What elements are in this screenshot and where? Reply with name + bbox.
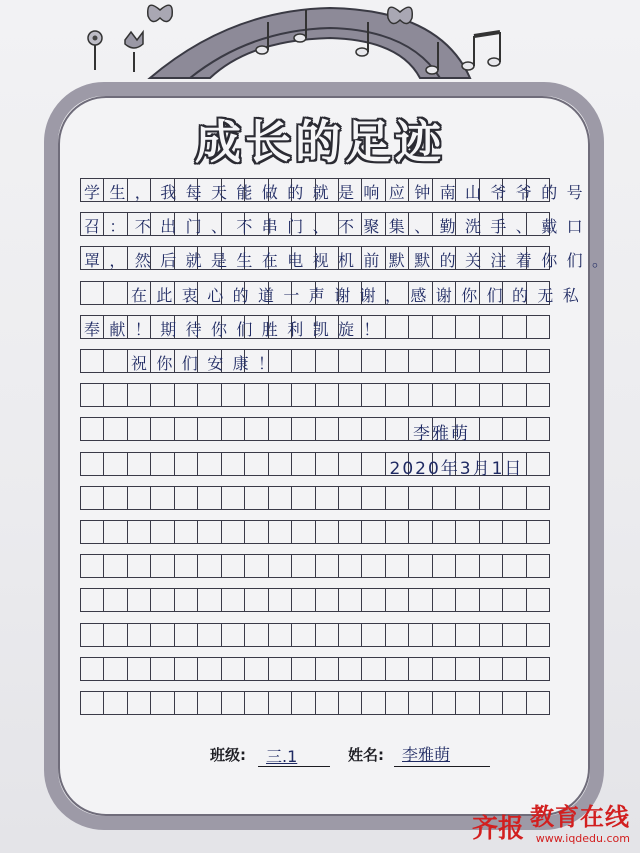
grid-cell bbox=[362, 692, 385, 714]
grid-cell bbox=[527, 555, 549, 577]
grid-cell bbox=[339, 658, 362, 680]
watermark-name: 教育在线 bbox=[530, 803, 630, 831]
grid-cell bbox=[386, 555, 409, 577]
grid-cell bbox=[316, 487, 339, 509]
grid-cell bbox=[81, 589, 104, 611]
grid-cell bbox=[245, 555, 268, 577]
grid-cell bbox=[527, 624, 549, 646]
grid-cell bbox=[104, 350, 127, 372]
grid-cell bbox=[339, 350, 362, 372]
watermark-logo: 齐报 bbox=[471, 814, 524, 844]
grid-cell bbox=[503, 658, 526, 680]
grid-cell bbox=[456, 555, 479, 577]
grid-cell bbox=[362, 521, 385, 543]
grid-cell bbox=[222, 589, 245, 611]
grid-cell bbox=[527, 521, 549, 543]
grid-cell bbox=[339, 624, 362, 646]
grid-cell bbox=[222, 418, 245, 440]
grid-cell bbox=[269, 418, 292, 440]
grid-cell bbox=[456, 521, 479, 543]
grid-cell bbox=[503, 384, 526, 406]
grid-cell bbox=[339, 418, 362, 440]
grid-cell bbox=[81, 453, 104, 475]
grid-cell bbox=[104, 384, 127, 406]
letter-date: 2020年3月1日 bbox=[389, 458, 524, 479]
grid-cell bbox=[269, 555, 292, 577]
grid-cell bbox=[362, 453, 385, 475]
grid-cell bbox=[175, 692, 198, 714]
butterfly-icon bbox=[148, 5, 173, 21]
grid-cell bbox=[503, 692, 526, 714]
grid-cell bbox=[81, 487, 104, 509]
grid-cell bbox=[409, 658, 432, 680]
grid-cell bbox=[409, 350, 432, 372]
grid-row bbox=[80, 554, 550, 578]
grid-cell bbox=[480, 692, 503, 714]
grid-cell bbox=[151, 521, 174, 543]
grid-cell bbox=[409, 521, 432, 543]
grid-row bbox=[80, 588, 550, 612]
grid-cell bbox=[316, 555, 339, 577]
grid-cell bbox=[456, 384, 479, 406]
grid-cell bbox=[433, 487, 456, 509]
grid-cell bbox=[151, 555, 174, 577]
grid-cell bbox=[245, 487, 268, 509]
grid-cell bbox=[527, 384, 549, 406]
grid-cell bbox=[456, 316, 479, 338]
grid-cell bbox=[128, 384, 151, 406]
grid-cell bbox=[175, 453, 198, 475]
watermark-url: www.iqdedu.com bbox=[535, 832, 630, 845]
grid-cell bbox=[503, 350, 526, 372]
grid-cell bbox=[433, 350, 456, 372]
grid-cell bbox=[175, 521, 198, 543]
grid-cell bbox=[104, 658, 127, 680]
grid-cell bbox=[245, 418, 268, 440]
grid-cell bbox=[222, 692, 245, 714]
grid-cell bbox=[480, 316, 503, 338]
grid-cell bbox=[480, 589, 503, 611]
grid-cell bbox=[128, 658, 151, 680]
grid-cell bbox=[81, 384, 104, 406]
grid-cell bbox=[245, 624, 268, 646]
grid-cell bbox=[245, 658, 268, 680]
grid-cell bbox=[245, 589, 268, 611]
grid-cell bbox=[292, 555, 315, 577]
grid-cell bbox=[386, 624, 409, 646]
grid-cell bbox=[198, 521, 221, 543]
grid-cell bbox=[386, 692, 409, 714]
grid-cell bbox=[104, 589, 127, 611]
grid-cell bbox=[433, 316, 456, 338]
grid-cell bbox=[245, 692, 268, 714]
grid-row bbox=[80, 417, 550, 441]
grid-cell bbox=[409, 384, 432, 406]
grid-cell bbox=[245, 521, 268, 543]
grid-cell bbox=[316, 521, 339, 543]
flower-icon bbox=[88, 31, 102, 70]
grid-cell bbox=[104, 692, 127, 714]
grid-cell bbox=[433, 555, 456, 577]
grid-cell bbox=[292, 692, 315, 714]
grid-row bbox=[80, 383, 550, 407]
grid-cell bbox=[104, 555, 127, 577]
grid-cell bbox=[269, 589, 292, 611]
grid-cell bbox=[433, 384, 456, 406]
grid-cell bbox=[222, 453, 245, 475]
grid-cell bbox=[433, 589, 456, 611]
letter-line: 学生，我每天能做的就是响应钟南山爷爷的号 bbox=[84, 183, 593, 202]
grid-cell bbox=[480, 350, 503, 372]
grid-cell bbox=[292, 453, 315, 475]
grid-cell bbox=[456, 658, 479, 680]
grid-cell bbox=[433, 692, 456, 714]
grid-cell bbox=[480, 555, 503, 577]
grid-cell bbox=[222, 384, 245, 406]
double-note-icon bbox=[462, 32, 500, 70]
grid-cell bbox=[175, 658, 198, 680]
grid-cell bbox=[151, 453, 174, 475]
grid-cell bbox=[409, 316, 432, 338]
grid-cell bbox=[433, 624, 456, 646]
grid-cell bbox=[503, 521, 526, 543]
grid-row bbox=[80, 691, 550, 715]
grid-cell bbox=[316, 624, 339, 646]
grid-cell bbox=[339, 487, 362, 509]
grid-cell bbox=[222, 658, 245, 680]
name-label: 姓名: bbox=[348, 746, 384, 764]
grid-cell bbox=[456, 692, 479, 714]
grid-cell bbox=[339, 453, 362, 475]
grid-row bbox=[80, 486, 550, 510]
grid-cell bbox=[269, 453, 292, 475]
grid-cell bbox=[175, 589, 198, 611]
letter-line: 奉献！期待你们胜利凯旋！ bbox=[84, 319, 389, 339]
grid-cell bbox=[386, 316, 409, 338]
grid-cell bbox=[527, 316, 549, 338]
grid-cell bbox=[503, 589, 526, 611]
grid-cell bbox=[198, 487, 221, 509]
letter-line: 罩，然后就是生在电视机前默默的关注着你们。 bbox=[84, 251, 618, 271]
grid-cell bbox=[386, 350, 409, 372]
grid-cell bbox=[198, 589, 221, 611]
class-value: 三.1 bbox=[266, 747, 298, 766]
grid-cell bbox=[362, 624, 385, 646]
grid-cell bbox=[292, 418, 315, 440]
grid-cell bbox=[81, 521, 104, 543]
grid-cell bbox=[175, 624, 198, 646]
grid-cell bbox=[362, 418, 385, 440]
grid-cell bbox=[151, 487, 174, 509]
grid-cell bbox=[433, 658, 456, 680]
signature: 李雅萌 bbox=[413, 424, 470, 445]
letter-line: 在此衷心的道一声谢谢，感谢你们的无私 bbox=[131, 285, 589, 305]
grid-cell bbox=[175, 555, 198, 577]
grid-cell bbox=[480, 521, 503, 543]
page-title: 成长的足迹 bbox=[195, 115, 445, 169]
grid-cell bbox=[222, 487, 245, 509]
grid-cell bbox=[198, 384, 221, 406]
grid-cell bbox=[151, 658, 174, 680]
grid-cell bbox=[269, 384, 292, 406]
grid-cell bbox=[316, 384, 339, 406]
watermark bbox=[472, 797, 630, 845]
grid-cell bbox=[175, 487, 198, 509]
grid-cell bbox=[128, 418, 151, 440]
grid-cell bbox=[316, 692, 339, 714]
grid-cell bbox=[316, 589, 339, 611]
grid-cell bbox=[456, 350, 479, 372]
grid-cell bbox=[198, 692, 221, 714]
grid-cell bbox=[128, 521, 151, 543]
grid-cell bbox=[386, 589, 409, 611]
grid-cell bbox=[104, 418, 127, 440]
grid-cell bbox=[480, 487, 503, 509]
grid-cell bbox=[81, 350, 104, 372]
grid-cell bbox=[104, 521, 127, 543]
grid-cell bbox=[409, 589, 432, 611]
grid-cell bbox=[151, 624, 174, 646]
grid-cell bbox=[456, 487, 479, 509]
grid-cell bbox=[480, 384, 503, 406]
grid-cell bbox=[128, 692, 151, 714]
grid-cell bbox=[527, 692, 549, 714]
grid-cell bbox=[527, 453, 549, 475]
grid-cell bbox=[456, 589, 479, 611]
grid-cell bbox=[362, 487, 385, 509]
grid-cell bbox=[316, 418, 339, 440]
grid-cell bbox=[269, 521, 292, 543]
grid-cell bbox=[104, 282, 127, 304]
grid-cell bbox=[339, 555, 362, 577]
grid-cell bbox=[527, 350, 549, 372]
grid-cell bbox=[198, 453, 221, 475]
name-underline bbox=[394, 766, 490, 767]
grid-cell bbox=[198, 555, 221, 577]
grid-cell bbox=[269, 487, 292, 509]
grid-cell bbox=[503, 487, 526, 509]
grid-cell bbox=[81, 418, 104, 440]
grid-cell bbox=[503, 555, 526, 577]
grid-cell bbox=[362, 658, 385, 680]
grid-cell bbox=[81, 624, 104, 646]
grid-cell bbox=[151, 418, 174, 440]
grid-cell bbox=[292, 624, 315, 646]
tulip-icon bbox=[125, 32, 143, 72]
grid-cell bbox=[104, 624, 127, 646]
grid-cell bbox=[316, 658, 339, 680]
grid-cell bbox=[503, 418, 526, 440]
grid-cell bbox=[362, 555, 385, 577]
grid-cell bbox=[292, 487, 315, 509]
grid-cell bbox=[222, 624, 245, 646]
grid-cell bbox=[128, 487, 151, 509]
grid-cell bbox=[81, 692, 104, 714]
grid-cell bbox=[456, 624, 479, 646]
grid-cell bbox=[316, 350, 339, 372]
grid-cell bbox=[316, 453, 339, 475]
grid-cell bbox=[128, 555, 151, 577]
grid-cell bbox=[128, 589, 151, 611]
grid-cell bbox=[503, 624, 526, 646]
grid-cell bbox=[339, 384, 362, 406]
grid-cell bbox=[527, 658, 549, 680]
grid-cell bbox=[198, 658, 221, 680]
grid-cell bbox=[222, 521, 245, 543]
grid-cell bbox=[386, 384, 409, 406]
grid-cell bbox=[269, 692, 292, 714]
grid-cell bbox=[151, 589, 174, 611]
grid-cell bbox=[198, 418, 221, 440]
grid-row bbox=[80, 657, 550, 681]
grid-cell bbox=[386, 487, 409, 509]
letter-line: 祝你们安康！ bbox=[131, 354, 284, 373]
grid-cell bbox=[81, 555, 104, 577]
grid-cell bbox=[81, 658, 104, 680]
grid-cell bbox=[362, 350, 385, 372]
grid-cell bbox=[292, 521, 315, 543]
grid-cell bbox=[222, 555, 245, 577]
grid-cell bbox=[409, 555, 432, 577]
grid-cell bbox=[386, 658, 409, 680]
grid-cell bbox=[292, 658, 315, 680]
grid-cell bbox=[386, 418, 409, 440]
grid-cell bbox=[527, 589, 549, 611]
grid-cell bbox=[339, 521, 362, 543]
grid-cell bbox=[175, 384, 198, 406]
grid-cell bbox=[292, 589, 315, 611]
grid-cell bbox=[433, 521, 456, 543]
grid-cell bbox=[104, 453, 127, 475]
grid-row bbox=[80, 623, 550, 647]
grid-cell bbox=[245, 384, 268, 406]
grid-cell bbox=[292, 384, 315, 406]
grid-cell bbox=[362, 589, 385, 611]
grid-cell bbox=[339, 589, 362, 611]
grid-cell bbox=[386, 521, 409, 543]
letter-line: 召：不出门、不串门、不聚集、勤洗手、戴口 bbox=[84, 217, 593, 237]
grid-cell bbox=[527, 487, 549, 509]
grid-cell bbox=[151, 384, 174, 406]
grid-cell bbox=[292, 350, 315, 372]
grid-cell bbox=[480, 418, 503, 440]
grid-cell bbox=[128, 624, 151, 646]
grid-cell bbox=[245, 453, 268, 475]
grid-cell bbox=[151, 692, 174, 714]
grid-cell bbox=[503, 316, 526, 338]
grid-cell bbox=[480, 658, 503, 680]
grid-cell bbox=[409, 624, 432, 646]
grid-cell bbox=[269, 658, 292, 680]
grid-cell bbox=[339, 692, 362, 714]
grid-cell bbox=[81, 282, 104, 304]
grid-row bbox=[80, 520, 550, 544]
grid-cell bbox=[480, 624, 503, 646]
grid-cell bbox=[409, 487, 432, 509]
grid-cell bbox=[269, 624, 292, 646]
grid-cell bbox=[362, 384, 385, 406]
class-label: 班级: bbox=[210, 746, 246, 764]
grid-cell bbox=[104, 487, 127, 509]
grid-cell bbox=[409, 692, 432, 714]
grid-cell bbox=[175, 418, 198, 440]
grid-cell bbox=[527, 418, 549, 440]
name-value: 李雅萌 bbox=[402, 745, 451, 764]
grid-cell bbox=[128, 453, 151, 475]
grid-cell bbox=[198, 624, 221, 646]
